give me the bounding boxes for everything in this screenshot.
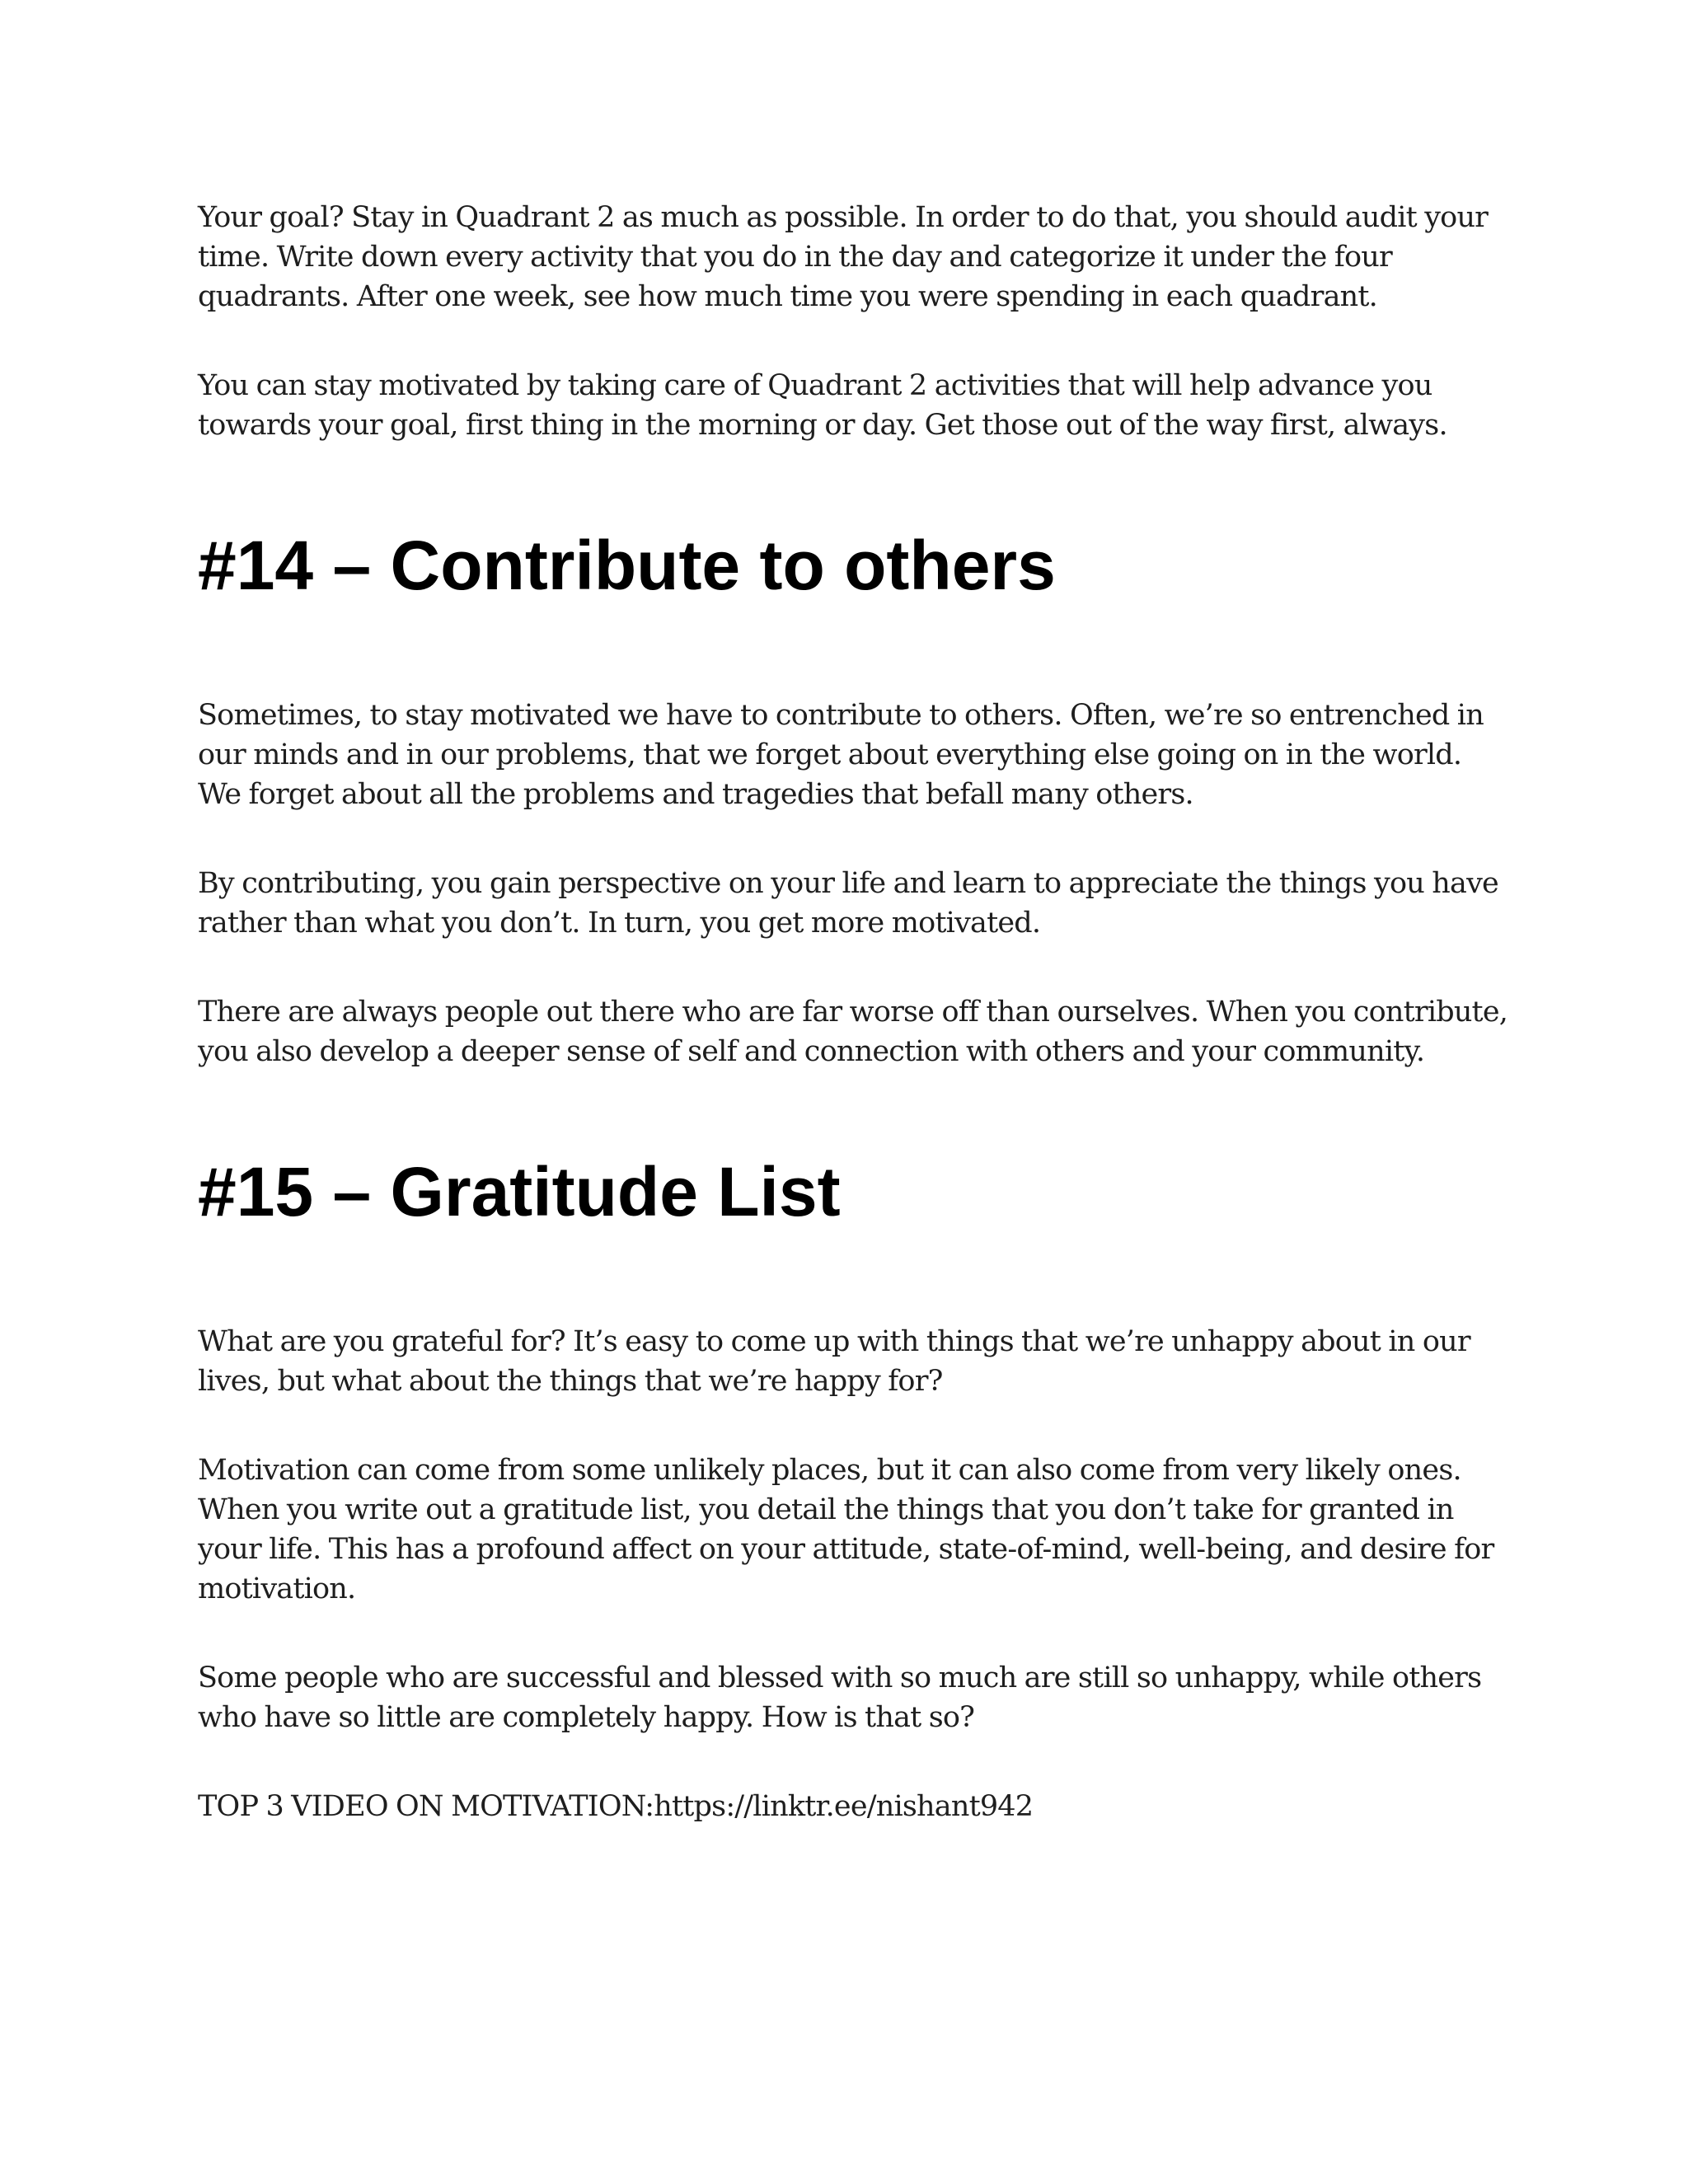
section-14-paragraph-1: Sometimes, to stay motivated we have to contribute to others. Often, we’re so entrenched in our minds and in our problems, that we forget about everything else going on in the world. We forget about all the problems and tragedies that befall many others.: [198, 699, 1484, 811]
section-14-paragraph-3: There are always people out there who are far worse off than ourselves. When you contribute, you also develop a deeper sense of self and connection with others and your community.: [198, 996, 1508, 1068]
intro-paragraph-1: Your goal? Stay in Quadrant 2 as much as possible. In order to do that, you should audit your time. Write down every activity that you do in the day and categorize it under the four quadrants. After one week, see how much time you were spending in each quadrant.: [198, 201, 1489, 313]
video-link-line: TOP 3 VIDEO ON MOTIVATION:https://linktr.ee/nishant942: [198, 1790, 1034, 1823]
section-15-paragraph-1: What are you grateful for? It’s easy to come up with things that we’re unhappy about in our lives, but what about the things that we’re happy for?: [198, 1325, 1470, 1398]
section-14-heading: #14 – Contribute to others: [198, 527, 1056, 604]
section-15-heading: #15 – Gratitude List: [198, 1153, 841, 1230]
intro-paragraph-2: You can stay motivated by taking care of Quadrant 2 activities that will help advance you towards your goal, first thing in the morning or day. Get those out of the way first, always.: [198, 369, 1447, 442]
section-15-paragraph-3: Some people who are successful and blessed with so much are still so unhappy, while others who have so little are completely happy. How is that so?: [198, 1661, 1482, 1734]
section-14-paragraph-2: By contributing, you gain perspective on your life and learn to appreciate the things you have rather than what you don’t. In turn, you get more motivated.: [198, 867, 1498, 940]
section-15-paragraph-2: Motivation can come from some unlikely places, but it can also come from very likely ones. When you write out a gratitude list, you detail the things that you don’t take for granted in your life. This has a profound affect on your attitude, state-of-mind, well-being, and desire for motivation.: [198, 1454, 1494, 1605]
document-page: [198, 198, 1508, 1826]
